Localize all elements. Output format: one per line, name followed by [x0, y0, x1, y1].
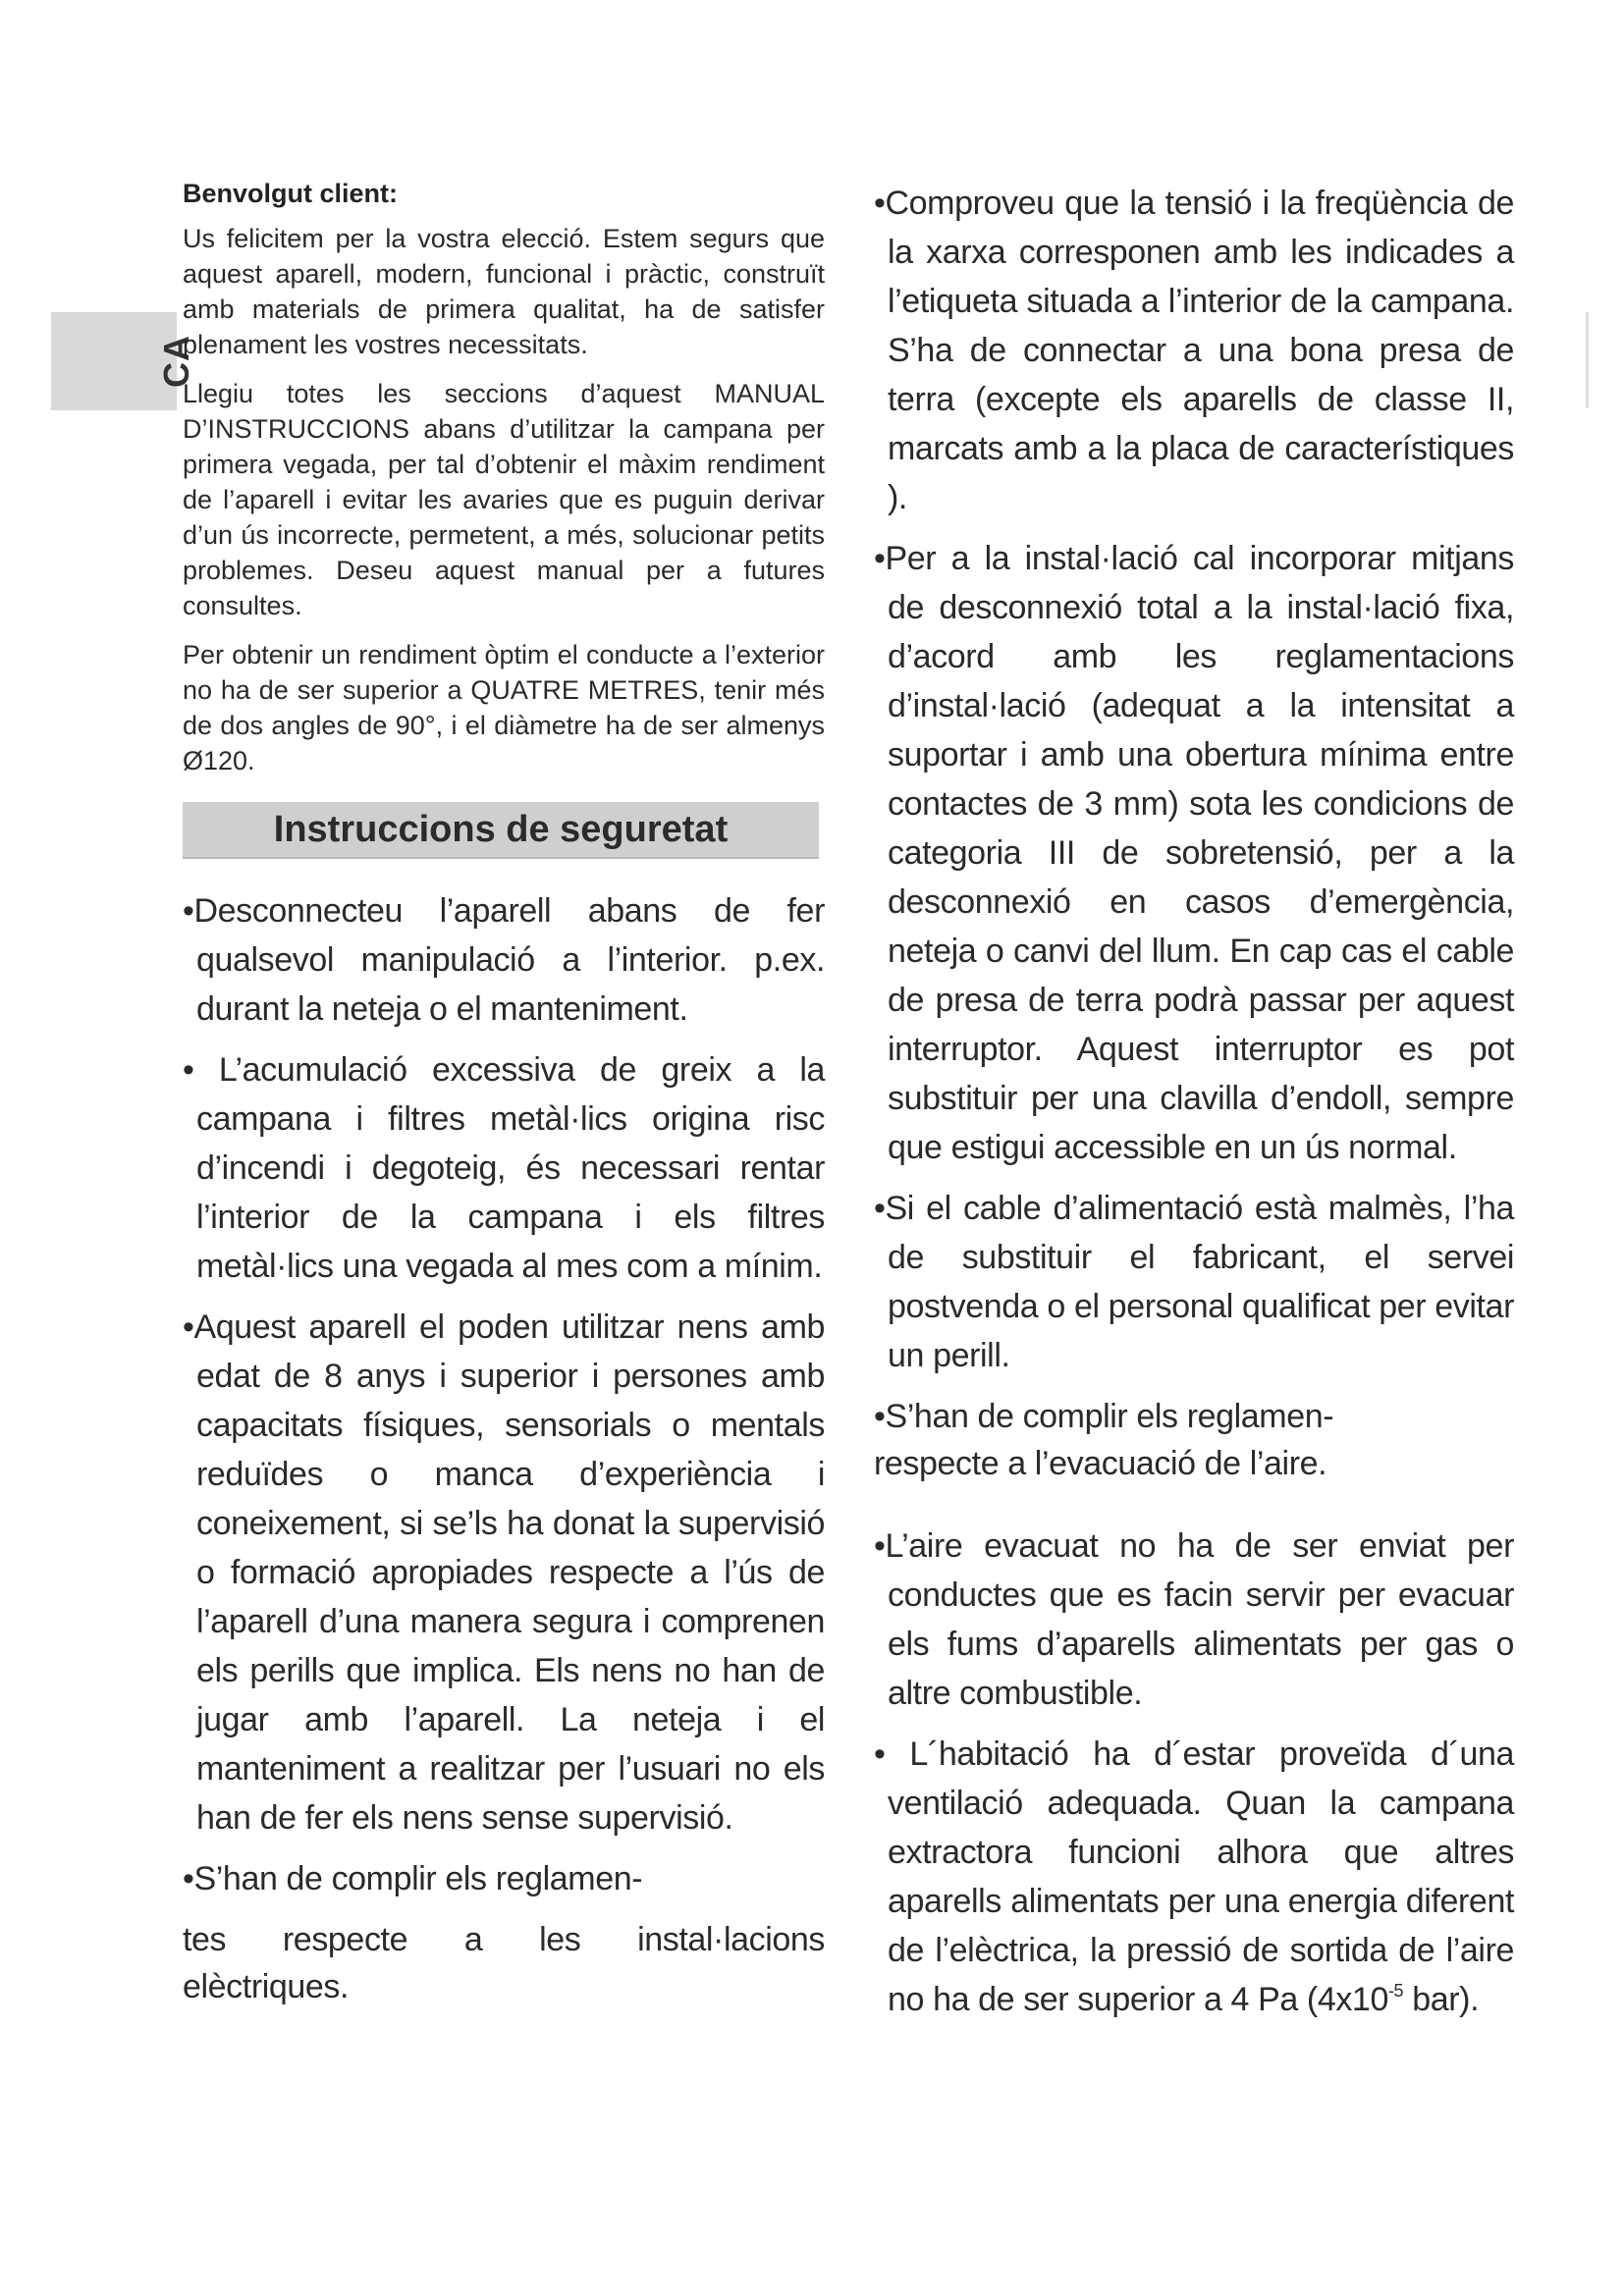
intro-paragraph-2: Llegiu totes les seccions d’aquest MANUAL D’INSTRUCCIONS abans d’utilitzar la campana per primera vegada, per tal d’obtenir el màxim rendiment de l’aparell i evitar les avaries que es puguin derivar d’un ús incorrecte, permetent, a més, solucionar petits problemes. Deseu aquest manual per a futures consultes.	[183, 379, 825, 620]
intro-paragraph-3: Per obtenir un rendiment òptim el conducte a l’exterior no ha de ser superior a QUATRE METRES, tenir més de dos angles de 90°, i el diàmetre ha de ser almenys Ø120.	[183, 640, 825, 775]
safety-bullet-9: •L’aire evacuat no ha de ser enviat per conductes que es facin servir per evacuar els fums d’aparells alimentats per gas o altre combustible.	[874, 1527, 1514, 1712]
greeting: Benvolgut client:	[183, 179, 399, 208]
safety-bullet-8-continuation: respecte a l’evacuació de l’aire.	[874, 1445, 1327, 1482]
section-title: Instruccions de seguretat	[183, 802, 819, 859]
safety-bullet-8: •S’han de complir els reglamen-	[874, 1398, 1334, 1435]
exponent: -5	[1387, 1981, 1404, 2001]
language-tab	[51, 312, 196, 410]
safety-bullet-5: •Comproveu que la tensió i la freqüència de la xarxa corresponen amb les indicades a l’etiqueta situada a l’interior de la campana. S’ha de connectar a una bona presa de terra (excepte els aparells de classe II, marcats amb a la placa de característiques ).	[874, 185, 1514, 516]
safety-bullet-3: •Aquest aparell el poden utilitzar nens amb edat de 8 anys i superior i persones amb capacitats físiques, sensorials o mentals reduïdes o manca d’experiència i coneixement, si se’ls ha donat la supervisió o formació apropiades respecte a l’ús de l’aparell d’una manera segura i comprenen els perills que implica. Els nens no han de jugar amb l’aparell. La neteja i el manteniment a realitzar per l’usuari no els han de fer els nens sense supervisió.	[183, 1308, 825, 1837]
intro-paragraph-1: Us felicitem per la vostra elecció. Estem segurs que aquest aparell, modern, funcional i pràctic, construït amb materials de primera qualitat, ha de satisfer plenament les vostres necessitats.	[183, 224, 825, 359]
safety-bullet-10-end: bar).	[1403, 1981, 1480, 2018]
safety-bullet-6: •Per a la instal·lació cal incorporar mitjans de desconnexió total a la instal·lació fixa, d’acord amb les reglamentacions d’instal·lació (adequat a la intensitat a suportar i amb una obertura mínima entre contactes de 3 mm) sota les condicions de categoria III de sobretensió, per a la desconnexió en casos d’emergència, neteja o canvi del llum. En cap cas el cable de presa de terra podrà passar per aquest interruptor. Aquest interruptor es pot substituir per una clavilla d’endoll, sempre que estigui accessible en un ús normal.	[874, 540, 1514, 1166]
safety-bullet-7: •Si el cable d’alimentació està malmès, l’ha de substituir el fabricant, el servei postvenda o el personal qualificat per evitar un perill.	[874, 1190, 1514, 1374]
safety-bullet-4-continuation: tes respecte a les instal·lacions	[183, 1921, 825, 1958]
safety-bullet-4: •S’han de complir els reglamen-	[183, 1860, 643, 1897]
safety-bullet-1: •Desconnecteu l’aparell abans de fer qualsevol manipulació a l’interior. p.ex. durant la neteja o el manteniment.	[183, 892, 825, 1028]
language-label: CA	[156, 335, 196, 388]
safety-bullet-10-text: • L´habitació ha d´estar proveïda d´una ventilació adequada. Quan la campana extractora funcioni alhora que altres aparells alimentats per una energia diferent de l’elèctrica, la pressió de sortida de l’aire no ha de ser superior a 4 Pa (4x10	[874, 1735, 1514, 2018]
safety-bullet-10	[874, 1730, 1514, 2024]
safety-bullet-4-end: elèctriques.	[183, 1968, 350, 2005]
page-edge-mark	[1586, 312, 1589, 408]
safety-bullet-2: • L’acumulació excessiva de greix a la campana i filtres metàl·lics origina risc d’incendi i degoteig, és necessari rentar l’interior de la campana i els filtres metàl·lics una vegada al mes com a mínim.	[183, 1051, 825, 1285]
left-column	[183, 179, 825, 2023]
right-column	[874, 179, 1514, 2036]
